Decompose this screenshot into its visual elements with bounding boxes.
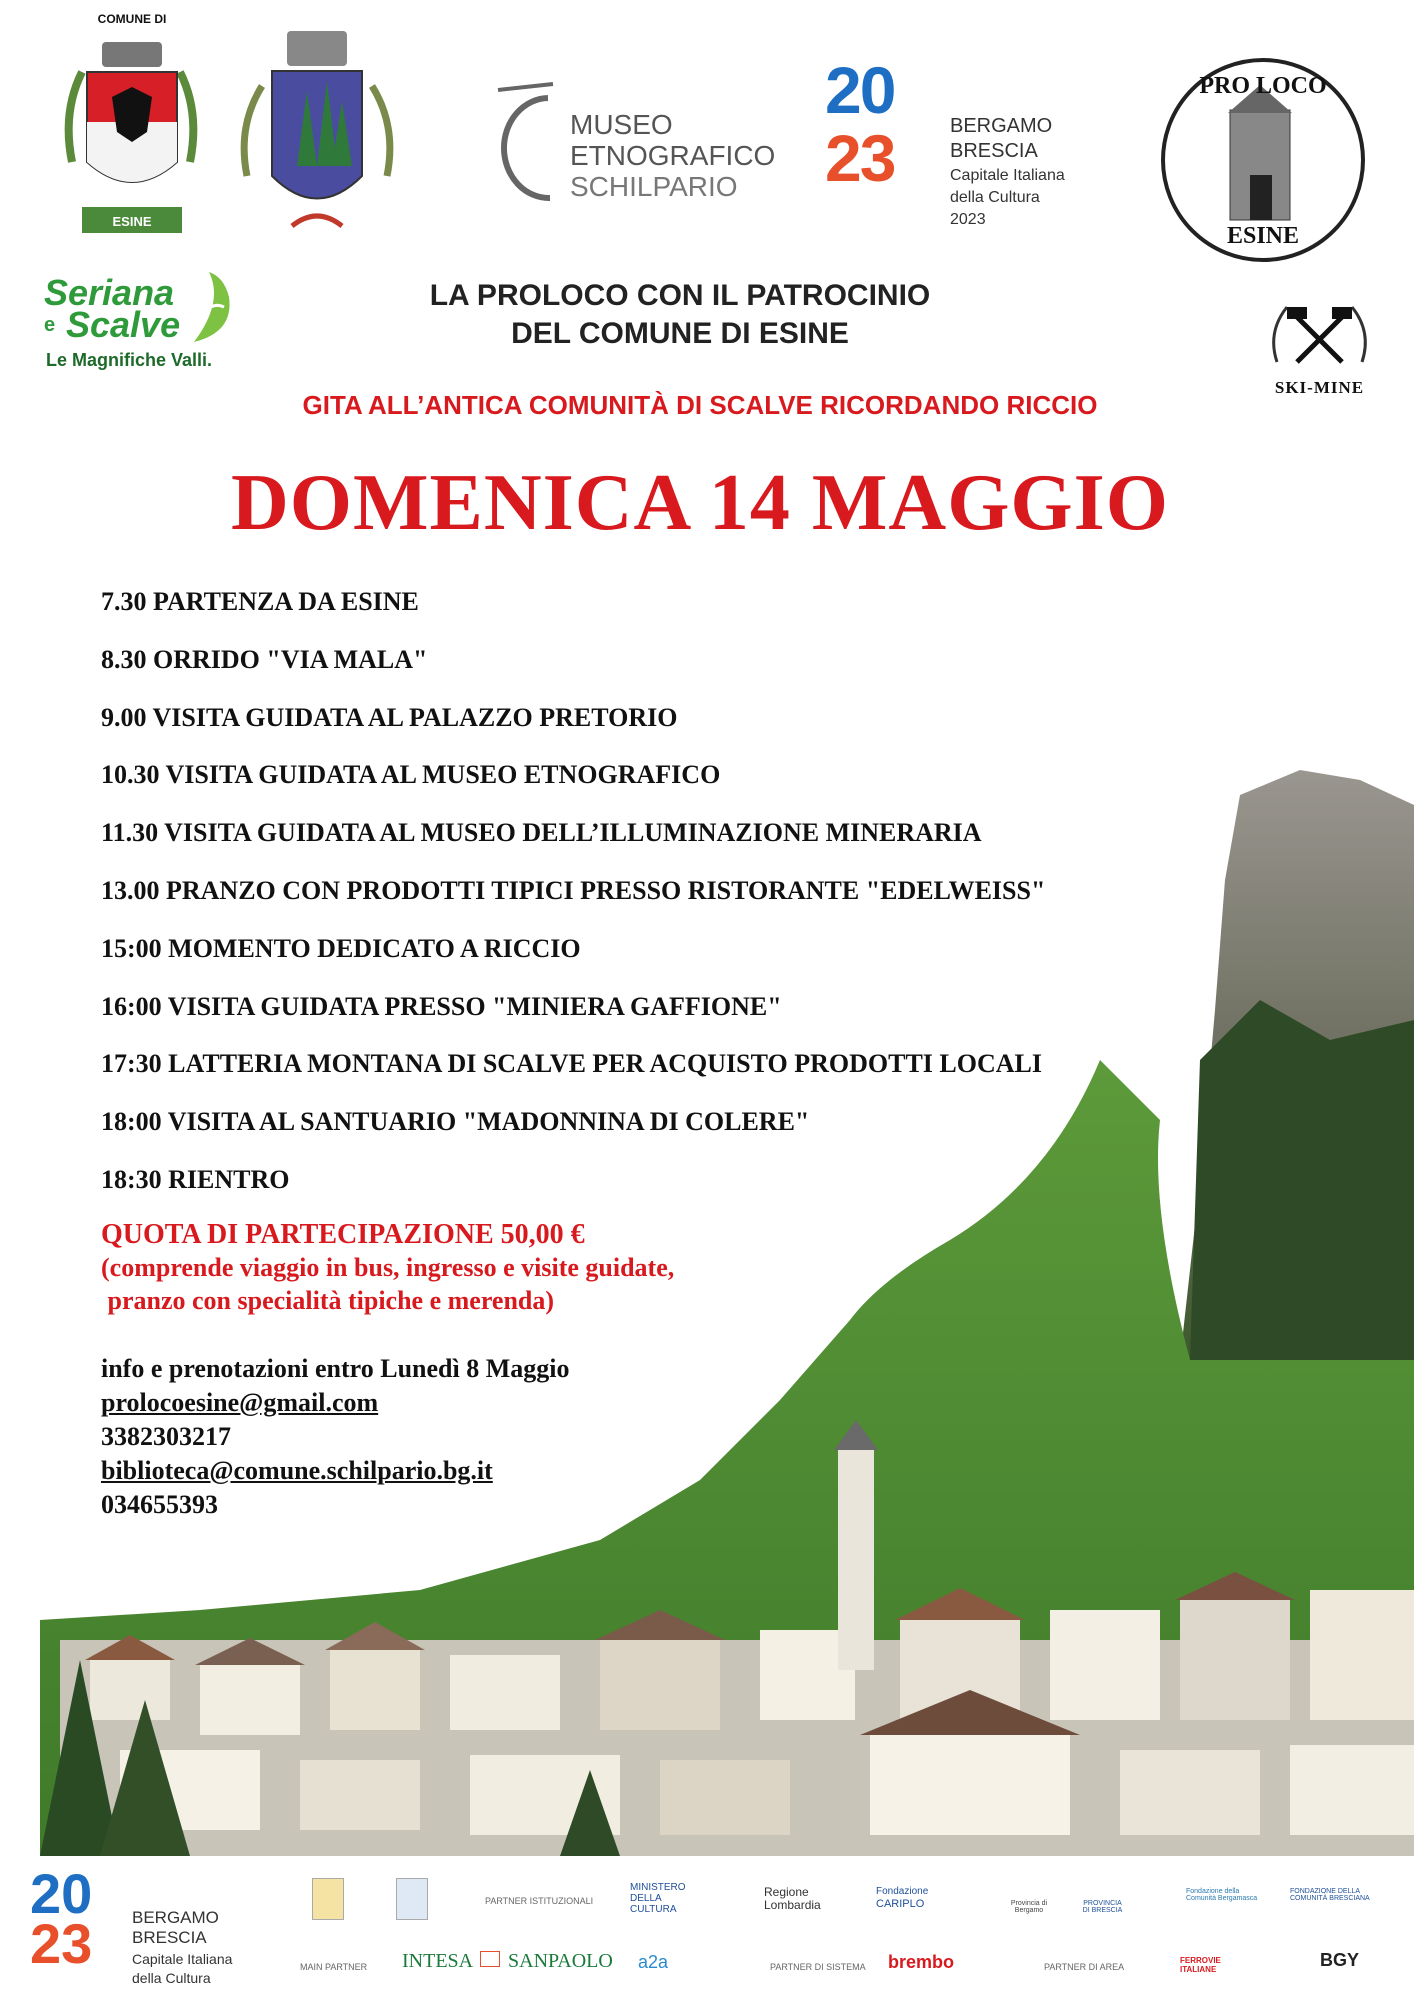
schedule-item: 17:30 LATTERIA MONTANA DI SCALVE PER ACQUISTO PRODOTTI LOCALI — [101, 1049, 1042, 1079]
ski-mine-logo — [1262, 292, 1377, 402]
seriana-e: e — [44, 314, 56, 336]
schedule-item: 10.30 VISITA GUIDATA AL MUSEO ETNOGRAFICO — [101, 760, 721, 790]
capitale-line1: BERGAMO — [950, 115, 1053, 137]
museo-line2: ETNOGRAFICO — [570, 140, 776, 171]
info-block — [101, 1352, 570, 1522]
footer-line4: della Cultura — [132, 1970, 211, 1986]
footer-line3: Capitale Italiana — [132, 1951, 233, 1967]
proloco-bottom-text: ESINE — [1226, 223, 1300, 249]
schedule-item: 18:30 RIENTRO — [101, 1164, 290, 1194]
brembo-logo: brembo — [888, 1952, 955, 1972]
seriana-scalve-logo — [44, 272, 244, 372]
email-proloco-link[interactable]: prolocoesine@gmail.com — [101, 1388, 379, 1417]
subtitle: GITA ALL’ANTICA COMUNITÀ DI SCALVE RICORDANDO RICCIO — [302, 390, 1098, 420]
schedule-item: 8.30 ORRIDO "VIA MALA" — [101, 644, 428, 674]
partner-istituzionali-label: PARTNER ISTITUZIONALI — [485, 1896, 594, 1906]
phone-proloco: 3382303217 — [101, 1422, 231, 1451]
capitale-line2: BRESCIA — [950, 140, 1038, 162]
phone-biblioteca: 034655393 — [101, 1490, 218, 1519]
seriana-line2: Scalve — [66, 304, 181, 345]
fondazione-bergamasca-logo: Fondazione della Comunità Bergamasca — [1186, 1888, 1258, 1902]
proloco-top-text: PRO LOCO — [1199, 73, 1327, 99]
intesa-sanpaolo-logo — [402, 1950, 613, 1973]
regione-lombardia-logo: Regione Lombardia — [764, 1885, 821, 1912]
comune-bergamo-emblem — [312, 1878, 344, 1920]
esine-crest-icon — [52, 12, 210, 247]
footer-digits-bottom: 23 — [30, 1912, 93, 1975]
capitale-digits-top: 20 — [825, 53, 895, 127]
seriana-line1: Seriana — [44, 272, 175, 313]
partner-area-label: PARTNER DI AREA — [1044, 1962, 1125, 1972]
comune-esine-crest — [52, 12, 210, 247]
bgy-logo: BGY — [1320, 1950, 1360, 1970]
quota-block — [101, 1218, 674, 1317]
quota-line3: pranzo con specialità tipiche e merenda) — [101, 1286, 555, 1315]
capitale-digits-bottom: 23 — [825, 121, 895, 195]
skimine-text: SKI-MINE — [1274, 378, 1365, 397]
comune-esine-top-text: COMUNE DI — [97, 12, 167, 26]
email-biblioteca-link[interactable]: biblioteca@comune.schilpario.bg.it — [101, 1456, 493, 1485]
schilpario-crest-icon — [232, 26, 402, 251]
footer-digits-top: 20 — [30, 1862, 93, 1925]
provincia-brescia-logo: PROVINCIA DI BRESCIA — [1082, 1900, 1123, 1914]
ministero-cultura-logo: MINISTERO DELLA CULTURA — [630, 1882, 686, 1915]
proloco-esine-logo — [1158, 55, 1368, 265]
schedule-item: 11.30 VISITA GUIDATA AL MUSEO DELL’ILLUMINAZIONE MINERARIA — [101, 818, 982, 848]
info-line1: info e prenotazioni entro Lunedì 8 Maggio — [101, 1354, 570, 1383]
provincia-bergamo-logo: Provincia di Bergamo — [1010, 1900, 1048, 1914]
schilpario-crest — [232, 26, 402, 251]
schedule-item: 18:00 VISITA AL SANTUARIO "MADONNINA DI COLERE" — [101, 1107, 810, 1137]
partner-sistema-label: PARTNER DI SISTEMA — [770, 1962, 866, 1972]
schedule-item: 16:00 VISITA GUIDATA PRESSO "MINIERA GAFFIONE" — [101, 991, 782, 1021]
fondazione-bresciana-logo: FONDAZIONE DELLA COMUNITÀ BRESCIANA — [1290, 1888, 1370, 1902]
capitale-line4: della Cultura — [950, 189, 1040, 206]
comune-esine-bottom-text: ESINE — [112, 214, 152, 229]
museo-line3: SCHILPARIO — [570, 171, 738, 202]
sanpaolo-text: SANPAOLO — [508, 1950, 613, 1972]
intesa-text: INTESA — [402, 1950, 472, 1972]
crossed-hammers-icon — [1262, 292, 1377, 382]
capitale-cultura-logo — [825, 53, 1105, 240]
capitale-line3: Capitale Italiana — [950, 167, 1065, 184]
schedule-item: 15:00 MOMENTO DEDICATO A RICCIO — [101, 933, 581, 963]
quota-line1: QUOTA DI PARTECIPAZIONE 50,00 € — [101, 1219, 585, 1250]
seriana-tag: Le Magnifiche Valli. — [46, 350, 213, 370]
header-line2: DEL COMUNE DI ESINE — [511, 317, 849, 350]
seriana-leaf-icon — [184, 272, 244, 347]
quota-line2: (comprende viaggio in bus, ingresso e visite guidate, — [101, 1253, 675, 1282]
schedule-list — [101, 582, 1045, 1218]
museo-etnografico-logo — [478, 78, 776, 208]
museo-line1: MUSEO — [570, 109, 673, 140]
comune-brescia-emblem — [396, 1878, 428, 1920]
museo-circle-icon — [478, 78, 568, 208]
ferrovie-logo: FERROVIE ITALIANE — [1180, 1956, 1221, 1974]
schedule-item: 13.00 PRANZO CON PRODOTTI TIPICI PRESSO RISTORANTE "EDELWEISS" — [101, 875, 1046, 905]
schedule-item: 7.30 PARTENZA DA ESINE — [101, 587, 419, 616]
footer-line2: BRESCIA — [132, 1928, 207, 1947]
schedule-item: 9.00 VISITA GUIDATA AL PALAZZO PRETORIO — [101, 702, 678, 732]
footer-line1: BERGAMO — [132, 1908, 219, 1927]
cariplo-line1: Fondazione — [876, 1886, 929, 1897]
footer-partners — [0, 1856, 1414, 2000]
capitale-line5: 2023 — [950, 211, 986, 228]
a2a-logo: a2a — [638, 1952, 669, 1972]
main-partner-label: MAIN PARTNER — [300, 1962, 368, 1972]
event-date: DOMENICA 14 MAGGIO — [231, 459, 1169, 547]
cariplo-line2: CARIPLO — [876, 1898, 925, 1910]
header-line1: LA PROLOCO CON IL PATROCINIO — [429, 279, 931, 312]
